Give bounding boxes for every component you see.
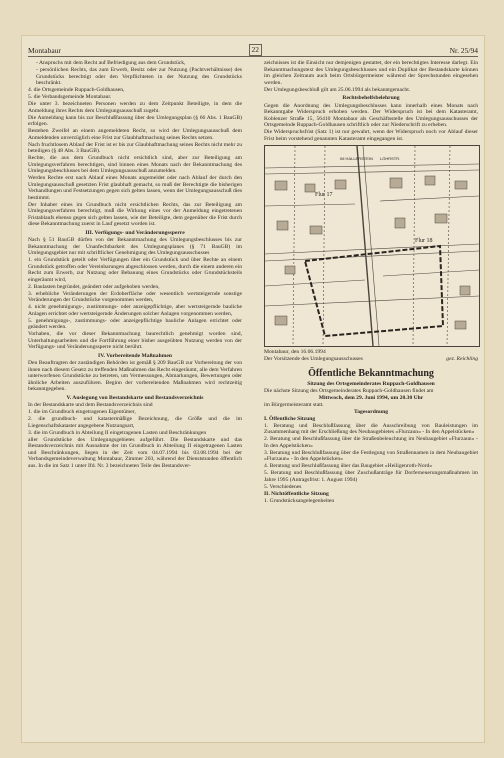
intro-item: - Anspruchs mit dem Recht auf Befriedigung aus dem Grundstück, (36, 60, 186, 66)
agenda-item: 4. Beratung und Beschlußfassung über das Baugebiet »Heiligenroth-Nord« (264, 463, 433, 469)
paragraph: Nach § 51 BauGB dürfen von der Bekanntmachung des Umlegungsbeschlusses bis zur Bekanntmachung der Unanfechtbarkeit des Umlegungsplanes (§ 71 BauGB) im Umlegungsgebiet nur mit schriftlicher Genehmigung des Umlegungsausschusses (28, 237, 242, 256)
paragraph: Gegen die Anordnung des Umlegungsbeschlusses kann innerhalb eines Monats nach Bekanntgabe Widerspruch erhoben werden. Der Widerspruch ist bei dem Katasteramt, Koblenzer Straße 15, 56410 Montabaur als Geschäftsstelle des Umlegungsausschusses der Ortsgemeinde Ruppach-Goldhausen schriftlich oder zur Niederschrift zu erheben. (264, 102, 478, 128)
map-street-label: LÖHRSTR. (380, 156, 401, 161)
list-item: 1. ein Grundstück geteilt oder Verfügungen über ein Grundstück und über Rechte an einem Grundstück getroffen oder Vereinbarungen abgeschlossen werden, durch die einem anderen ein Recht zum Erwerb, zur Nutzung oder Bebauung eines Grundstücks oder Grundstücksteils eingeräumt wird, (28, 257, 242, 283)
signature-line (264, 356, 478, 363)
list-item: 3. erhebliche Veränderungen der Erdoberfläche oder wesentlich wertsteigernde sonstige Veränderungen der Grundstücke vorgenommen werden, (28, 290, 242, 303)
signature-date: Montabaur, den 16.06.1994 (264, 349, 326, 355)
list-item: 1. die im Grundbuch eingetragenen Eigentümer, (28, 409, 136, 415)
announcement-subtitle: Sitzung des Ortsgemeinderates Ruppach-Goldhausen (307, 380, 435, 387)
map-street-label: IM HALLERSTEIN (340, 156, 373, 161)
agenda-item: 3. Beratung und Beschlußfassung über die Festlegung von Straßennamen in dem Neubaugebiet »Flurzaun« - In den Appelstücken« (264, 449, 478, 462)
meeting-date: Mittwoch, dem 29. Juni 1994, um 20.30 Uhr (318, 394, 424, 401)
agenda-section: I. Öffentliche Sitzung (264, 415, 316, 422)
paragraph: Der Inhaber eines im Grundbuch nicht ersichtlichen Rechts, das zur Beteiligung am Umlegungsverfahren berechtigt, muß die Wirkung eines vor der Anmeldung eingetretenen Fristablaufs ebenso gegen sich gelten lassen, wie der Beteiligte, dem gegenüber die Frist durch diese Bekanntmachung zuerst in Lauf gesetzt worden ist. (28, 201, 242, 227)
paragraph: zeichnisses ist die Einsicht nur demjenigen gestattet, der ein berechtigtes Interesse darlegt. Ein Bekanntmachungstext des Umlegungsbeschlusses und ein Duplikat der Bestandskarte können im gleichen Zeitraum auch beim Ortsbürgermeister während der Sprechstunden eingesehen werden. (264, 60, 478, 86)
paragraph: In der Bestandskarte und dem Bestandsverzeichnis sind (28, 402, 153, 408)
map-flur-label: Flur 18 (415, 238, 433, 244)
page-number: 22 (249, 44, 263, 56)
header-town: Montabaur (28, 45, 61, 55)
section-heading: Rechtsbehelfsbelehrung (342, 95, 400, 101)
agenda-section: II. Nichtöffentliche Sitzung (264, 490, 329, 497)
list-item: 2. Baulasten begründet, geändert oder aufgehoben werden, (28, 283, 160, 290)
agenda-item: 2. Beratung und Beschlußfassung über die Straßenbeleuchtung im Neubaugebiet »Flurzaun« - In den Appelstücken« (264, 436, 478, 449)
map-drawing (265, 146, 479, 346)
paragraph: Die nächste Sitzung des Ortsgemeinderates Ruppach-Goldhausen findet am (264, 387, 434, 394)
agenda-title: Tagesordnung (354, 408, 388, 415)
paragraph: Nach fruchtlosem Ablauf der Frist ist er bis zur Glaubhaftmachung seines Rechts nicht mehr zu beteiligen (§ 48 Abs. 3 BauGB). (28, 141, 242, 154)
section-heading: III. Verfügungs- und Veränderungssperre (85, 229, 185, 236)
agenda-item: 1. Beratung und Beschlußfassung über die Ausschreibung von Bauleistungen im Zusammenhang mit der Erschließung des Neubaugebietes »Flurzaun« - In den Appelstücken« (264, 422, 478, 435)
map-flur-label: Flur 17 (315, 192, 333, 198)
signature-name: gez. Reichling (446, 356, 478, 362)
cadastral-map (264, 145, 480, 347)
list-item: 4. nicht genehmigungs-, zustimmungs- oder anzeigepflichtige, aber wertsteigernde bauliche Anlagen errichtet oder wertsteigernde Änderungen solcher Anlagen vorgenommen werden, (28, 304, 242, 317)
paragraph: Rechte, die aus dem Grundbuch nicht ersichtlich sind, aber zur Beteiligung am Umlegungsverfahren berechtigen, sind binnen eines Monats nach der Bekanntmachung des Umlegungsbeschlusses bei dem Umlegungsausschuß anzumelden. (28, 155, 242, 174)
paragraph: Der Umlegungsbeschluß gilt am 25.06.1994 als bekanntgemacht. (264, 86, 411, 93)
intro-item: 5. die Verbandsgemeinde Montabaur. (28, 94, 112, 100)
agenda-item: 1. Grundstücksangelegenheiten (264, 497, 335, 504)
intro-item: - persönlichen Rechts, das zum Erwerb, Besitz oder zur Nutzung (Pachtverhältnisse) des Grundstücks berechtigt oder den Verpflichteten in der Nutzung des Grundstücks beschränkt. (36, 67, 242, 86)
paragraph: Vorhaben, die vor dieser Bekanntmachung baurechtlich genehmigt worden sind, Unterhaltungsarbeiten und die Fortführung einer bisher ausgeübten Nutzung werden von der Verfügungs- und Veränderungssperre nicht berührt. (28, 331, 242, 350)
paragraph: Den Beauftragten der zuständigen Behörden ist gemäß § 209 BauGB zur Vorbereitung der von ihnen nach diesem Gesetz zu treffenden Maßnahmen das Recht eingeräumt, alle dem Verfahren unterworfenen Grundstücke zu betreten, um Vermessungen, Abmarkungen, Bewertungen oder ähnliche Arbeiten auszuführen. Beginn der vorbereitenden Maßnahmen wird rechtzeitig bekanntgegeben. (28, 360, 242, 392)
section-heading: IV. Vorbereitende Maßnahmen (98, 352, 172, 359)
section-heading: V. Auslegung von Bestandskarte und Bestandsverzeichnis (66, 394, 204, 401)
intro-item: 4. die Ortsgemeinde Ruppach-Goldhausen, (28, 87, 125, 93)
paragraph: aller Grundstücke des Umlegungsgebietes aufgeführt. Die Bestandskarte und das Bestandsverzeichnis mit Ausnahme der im Grundbuch in Abteilung II eingetragenen Lasten und Beschränkungen, liegen in der Zeit vom 04.07.1994 bis 03.08.1994 bei der Verbandsgemeindeverwaltung Montabaur, Zimmer 203, während der Dienststunden öffentlich aus. In die im Satz 1 unter Ifd. Nr. 3 bezeichneten Teile des Bestandsver- (28, 436, 242, 469)
paragraph: Die Anmeldung kann bis zur Beschlußfassung über den Umlegungsplan (§ 66 Abs. 1 BauGB) erfolgen. (28, 114, 242, 127)
list-item: 2. die grundbuch- und katastermäßige Bezeichnung, die Größe und die im Liegenschaftskataster angegebene Nutzungsart, (28, 416, 242, 429)
agenda-item: 5. Verschiedenes (264, 483, 302, 490)
paragraph: im Bürgermeisteramt statt. (264, 401, 324, 408)
signature-role: Der Vorsitzende des Umlegungsausschusses (264, 356, 363, 362)
paragraph: Bestehen Zweifel an einem angemeldeten Recht, so wird der Umlegungsausschuß dem Anmeldenden unverzüglich eine Frist zur Glaubhaftmachung seines Rechts setzen. (28, 128, 242, 141)
page-header (28, 44, 478, 57)
list-item: 5. genehmigungs-, zustimmungs- oder anzeigepflichtige bauliche Anlagen errichtet oder geändert werden. (28, 317, 242, 330)
left-column (28, 60, 242, 470)
paragraph: Werden Rechte erst nach Ablauf eines Monats angemeldet oder nach Ablauf der durch den Umlegungsausschuß gesetzten Frist glaubhaft gemacht, so muß der Berechtigte die bisherigen Verhandlungen und Festsetzungen gegen sich gelten lassen, wenn der Umlegungsausschuß dies bestimmt. (28, 175, 242, 201)
agenda-item: 5. Beratung und Beschlußfassung über Zuschußanträge für Dorferneuerungsmaßnahmen im Jahre 1995 (Antragsfrist: 1. August 1994) (264, 470, 478, 483)
paragraph: Die unter 3. bezeichneten Personen werden zu dem Zeitpunkt Beteiligte, in dem die Anmeldung ihres Rechts dem Umlegungsausschuß zugeht. (28, 101, 242, 114)
announcement-title: Öffentliche Bekanntmachung (308, 367, 434, 379)
issue-number: Nr. 25/94 (449, 45, 478, 55)
right-column (264, 60, 478, 505)
paragraph: Die Widerspruchsfrist (Satz 1) ist nur gewahrt, wenn der Widerspruch noch vor Ablauf dieser Frist beim vorstehend genannten Katasteramt eingegangen ist. (264, 129, 478, 142)
list-item: 3. die im Grundbuch in Abteilung II eingetragenen Lasten und Beschränkungen (28, 429, 207, 436)
newspaper-page (22, 36, 484, 742)
